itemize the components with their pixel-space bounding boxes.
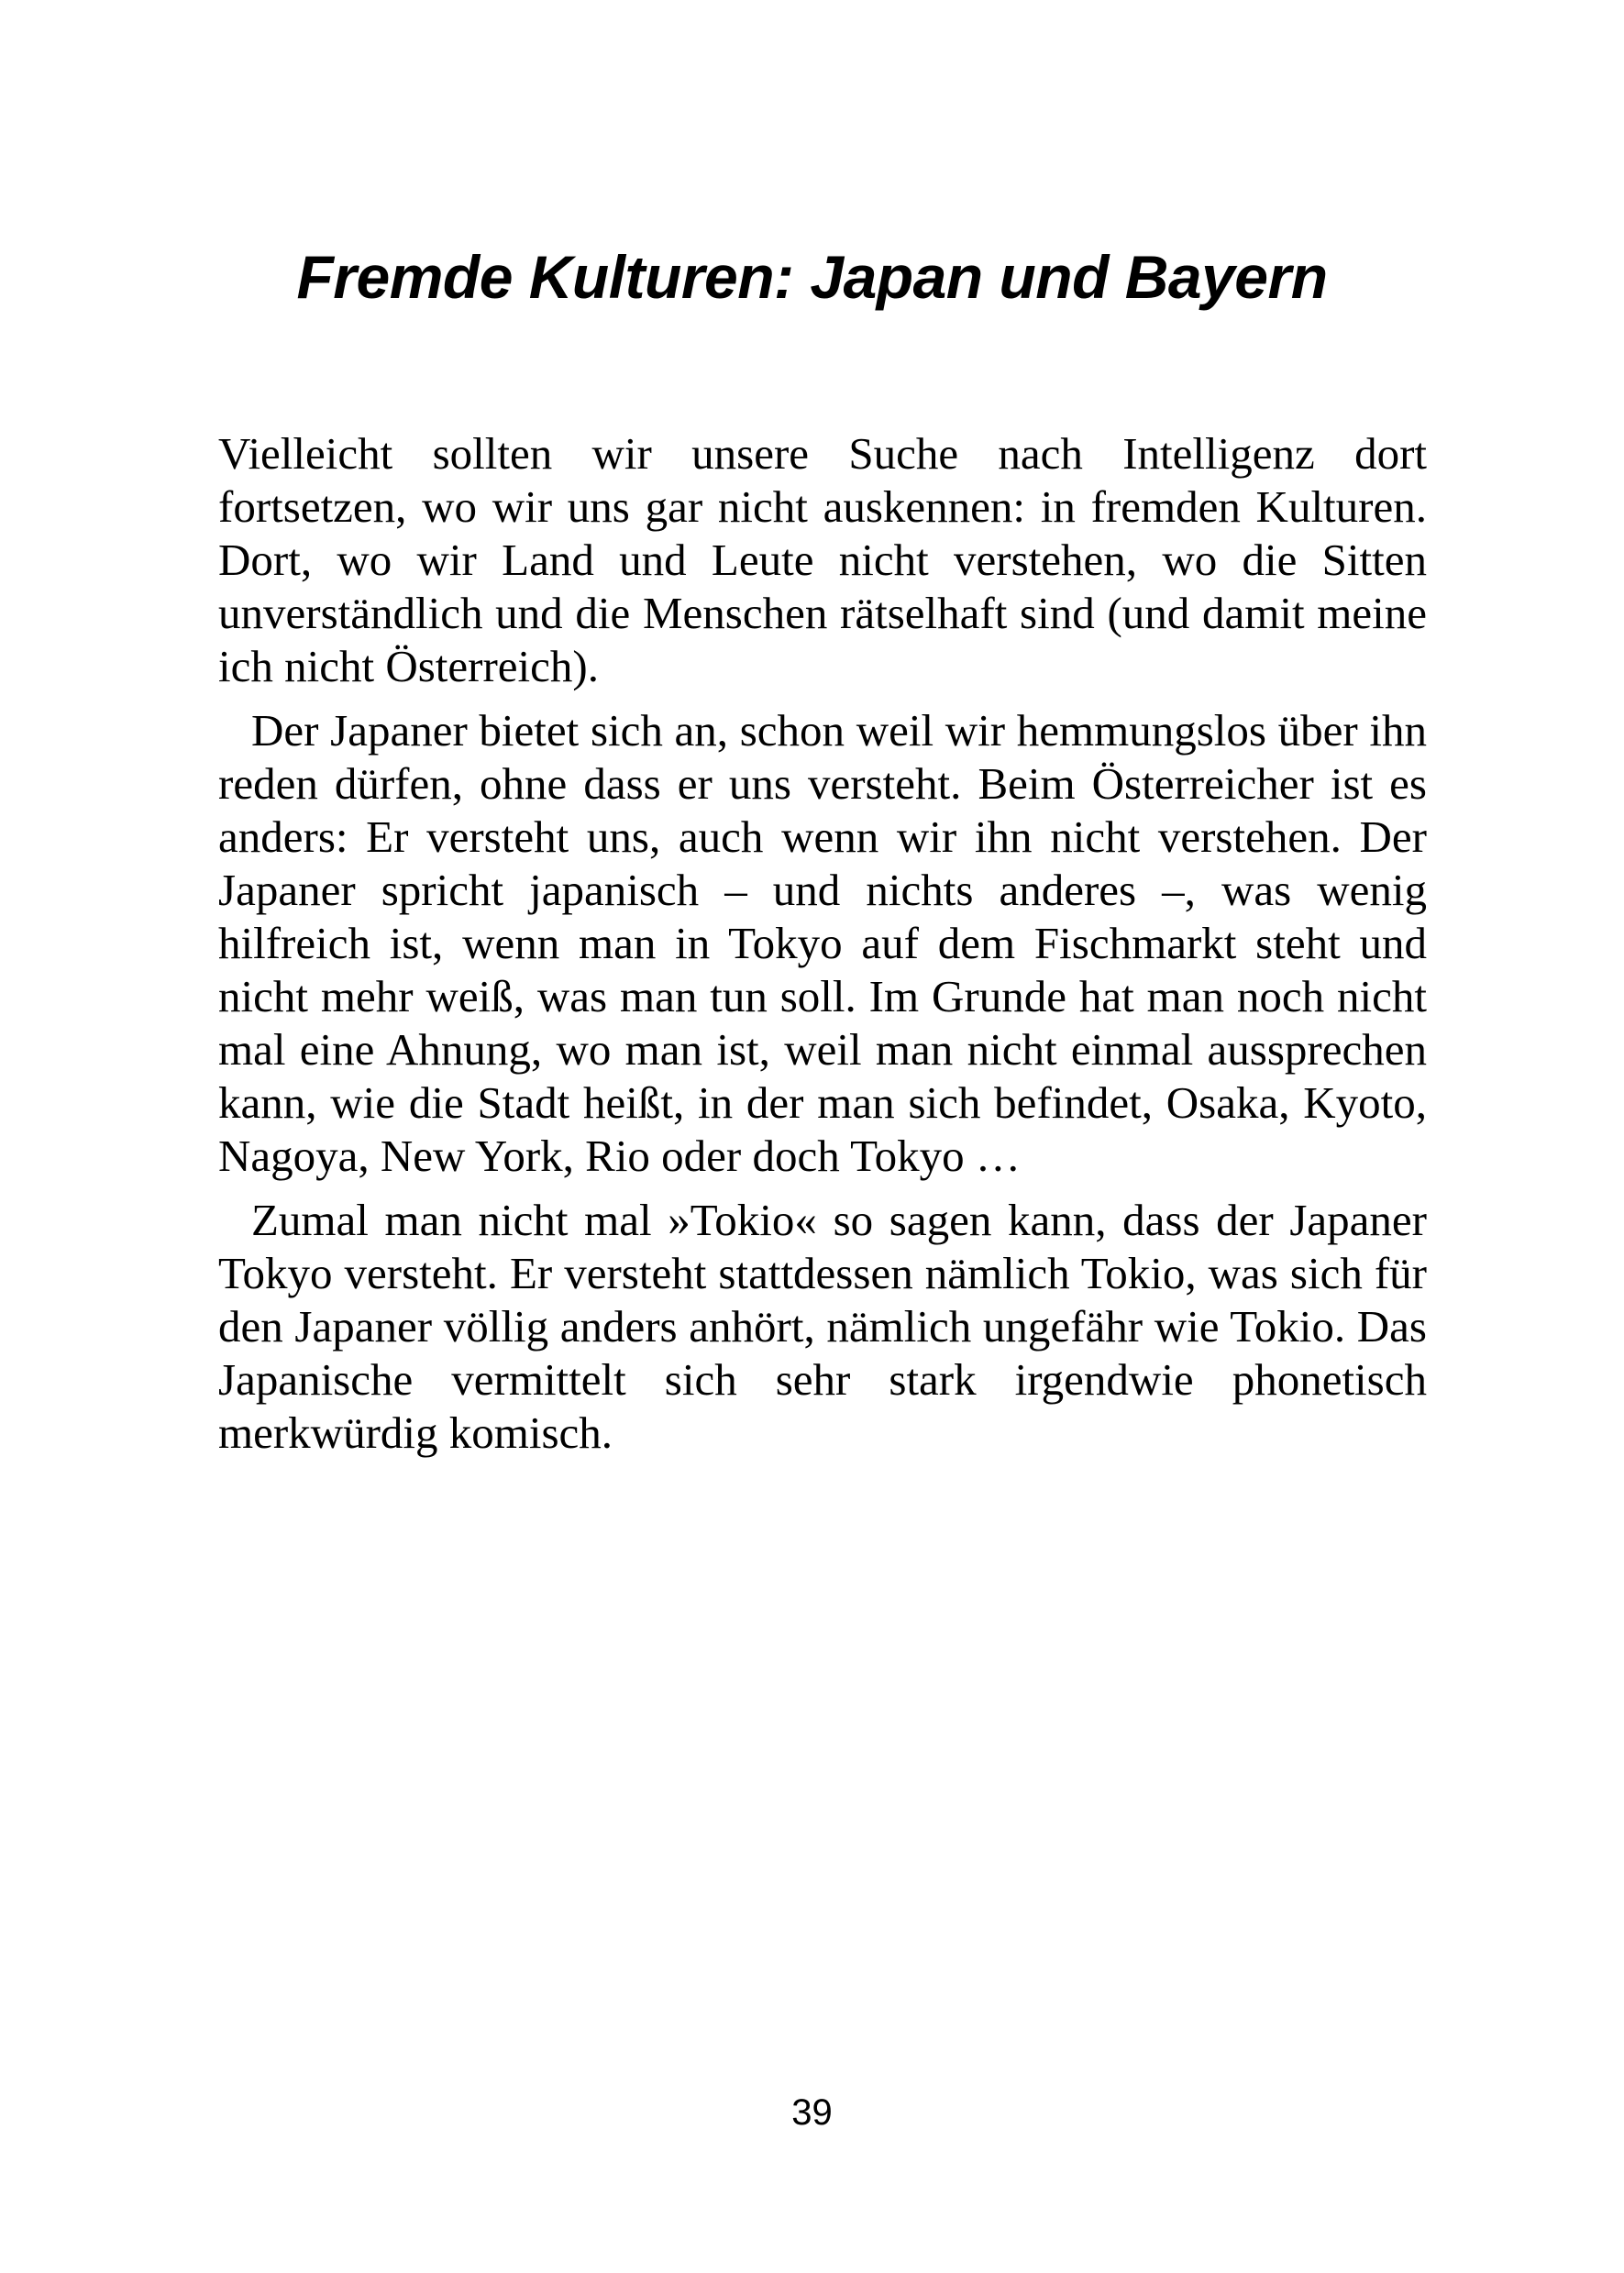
paragraph-3: Zumal man nicht mal »Tokio« so sagen kann, dass der Japaner Tokyo versteht. Er versteht stattdessen nämlich Tokio, was sich für den Japaner völlig anders anhört, nämlich ungefähr wie Tokio. Das Japanische vermittelt sich sehr stark irgendwie phonetisch merkwürdig komisch. — [218, 1195, 1427, 1458]
page-number: 39 — [791, 2092, 833, 2133]
body-text — [218, 427, 1427, 1471]
paragraph-2: Der Japaner bietet sich an, schon weil wir hemmungslos über ihn reden dürfen, ohne dass er uns versteht. Beim Österreicher ist es anders: Er versteht uns, auch wenn wir ihn nicht verstehen. Der Japaner spricht japanisch – und nichts anderes –, was wenig hilfreich ist, wenn man in Tokyo auf dem Fischmarkt steht und nicht mehr weiß, was man tun soll. Im Grunde hat man noch nicht mal eine Ahnung, wo man ist, weil man nicht einmal aussprechen kann, wie die Stadt heißt, in der man sich befindet, Osaka, Kyoto, Nagoya, New York, Rio oder doch Tokyo … — [218, 705, 1427, 1181]
paragraph-1: Vielleicht sollten wir unsere Suche nach Intelligenz dort fortsetzen, wo wir uns gar nicht auskennen: in fremden Kulturen. Dort, wo wir Land und Leute nicht verstehen, wo die Sitten unverständlich und die Menschen rätselhaft sind (und damit meine ich nicht Österreich). — [218, 428, 1427, 691]
chapter-title: Fremde Kulturen: Japan und Bayern — [296, 243, 1328, 311]
